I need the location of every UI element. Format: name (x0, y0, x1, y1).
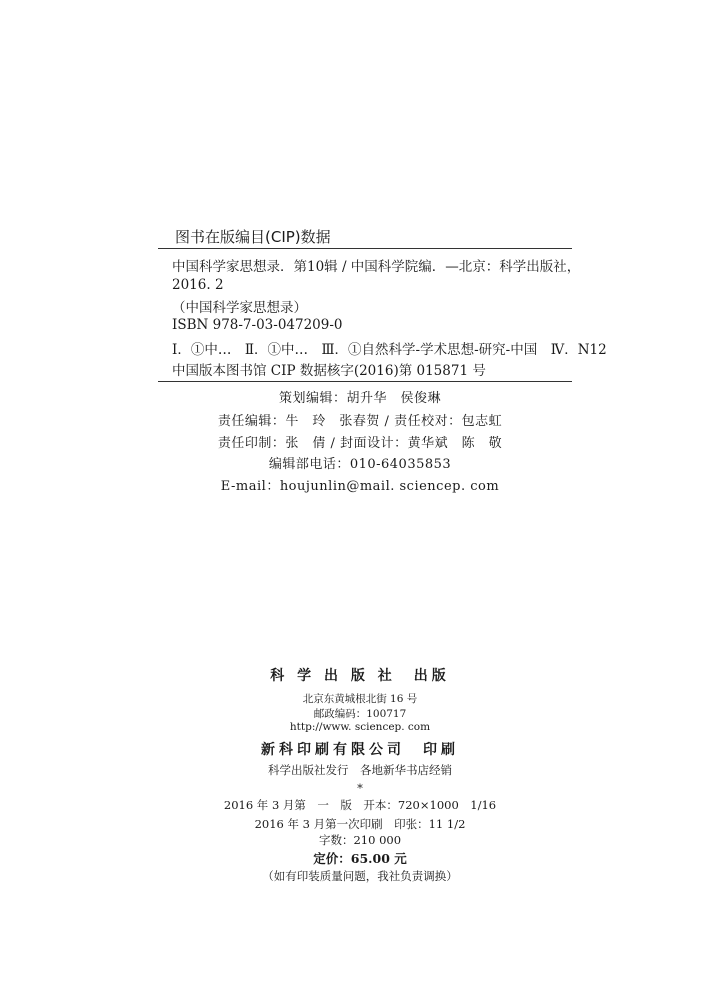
cip-title: 图书在版编目(CIP)数据 (175, 228, 331, 246)
printing-cover-credits: 责任印制：张 倩 / 封面设计：黄华斌 陈 敬 (217, 436, 503, 451)
responsible-editors: 责任编辑：牛 玲 张春贺 / 责任校对：包志虹 (217, 414, 503, 429)
edition-format: 2016 年 3 月第 一 版 开本：720×1000 1/16 (223, 798, 497, 812)
word-count: 字数：210 000 (318, 833, 402, 847)
cip-line-series: （中国科学家思想录） (172, 300, 307, 316)
cip-line-title-editor: 中国科学家思想录．第10辑 / 中国科学院编．—北京：科学出版社， (172, 259, 581, 275)
printer-name: 新科印刷有限公司 印刷 (261, 742, 459, 758)
quality-notice: （如有印装质量问题，我社负责调换） (262, 869, 458, 883)
editorial-email: E-mail：houjunlin@mail. sciencep. com (220, 479, 500, 494)
cip-bottom-rule (158, 381, 572, 382)
cip-line-record-number: 中国版本图书馆 CIP 数据核字(2016)第 015871 号 (172, 363, 486, 379)
cip-line-isbn: ISBN 978-7-03-047209-0 (172, 317, 343, 333)
printing-sheets: 2016 年 3 月第一次印刷 印张：11 1/2 (254, 817, 466, 831)
cip-line-classification: Ⅰ．①中… Ⅱ．①中… Ⅲ．①自然科学-学术思想-研究-中国 Ⅳ．N12 (172, 342, 607, 358)
editorial-phone: 编辑部电话：010-64035853 (268, 457, 452, 472)
publisher-name: 科 学 出 版 社 出版 (270, 668, 450, 684)
distribution-info: 科学出版社发行 各地新华书店经销 (268, 763, 452, 777)
publisher-postcode: 邮政编码：100717 (313, 708, 407, 720)
planning-editors: 策划编辑：胡升华 侯俊琳 (278, 391, 441, 406)
cip-line-date: 2016. 2 (172, 277, 224, 293)
separator-star: * (357, 781, 363, 795)
cip-top-rule (158, 248, 572, 249)
publisher-url: http://www. sciencep. com (289, 721, 431, 733)
publisher-address: 北京东黄城根北街 16 号 (302, 693, 418, 705)
price: 定价：65.00 元 (313, 851, 407, 866)
